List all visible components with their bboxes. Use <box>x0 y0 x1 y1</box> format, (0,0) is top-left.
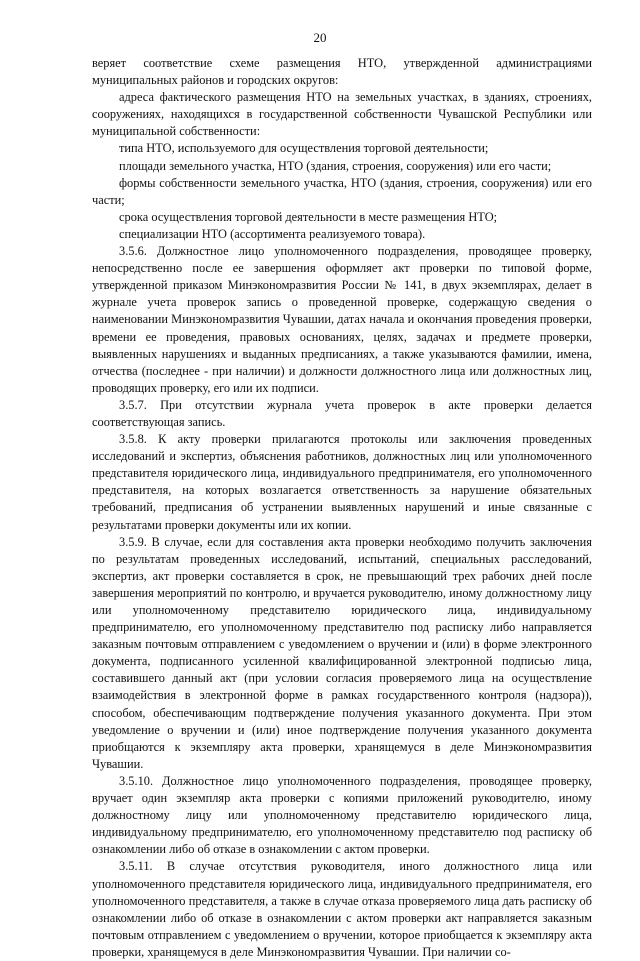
document-body <box>92 55 592 961</box>
paragraph: специализации НТО (ассортимента реализуемого товара). <box>119 226 426 241</box>
paragraph: веряет соответствие схеме размещения НТО, утвержденной администрациями муниципальных районов и городских округов: <box>92 56 592 88</box>
paragraph: 3.5.11. В случае отсутствия руководителя, иного должностного лица или уполномоченного представителя юридического лица, индивидуального предпринимателя, его уполномоченного представителя, а также в случае отказа проверяемого лица дать расписку об ознакомлении либо об отказе в ознакомлении с актом проверки акт направляется заказным почтовым отправлением с уведомлением о вручении, которое приобщается к экземпляру акта проверки, хранящемуся в деле Минэкономразвития Чувашии. При наличии со- <box>92 859 592 959</box>
paragraph: формы собственности земельного участка, НТО (здания, строения, сооружения) или его части; <box>92 175 592 207</box>
paragraph: 3.5.10. Должностное лицо уполномоченного подразделения, проводящее проверку, вручает один экземпляр акта проверки с копиями приложений руководителю, иному должностному лицу или уполномоченному представителю юридического лица, индивидуальному предпринимателю, его уполномоченному представителю под расписку об ознакомлении либо об отказе в ознакомлении с актом проверки. <box>92 773 592 857</box>
paragraph: адреса фактического размещения НТО на земельных участках, в зданиях, строениях, сооружениях, находящихся в государственной собственности Чувашской Республики или муниципальной собственности: <box>92 90 592 139</box>
page-number: 20 <box>313 30 327 45</box>
paragraph: 3.5.8. К акту проверки прилагаются протоколы или заключения проведенных исследований и экспертиз, объяснения работников, должностных лиц или уполномоченного представителя юридического лица, индивидуального предпринимателя, его уполномоченного представителя, на которых возлагается ответственность за нарушение обязательных требований, предписания об устранении выявленных нарушений и иные связанные с результатами проверки документы или их копии. <box>92 432 592 532</box>
paragraph: 3.5.9. В случае, если для составления акта проверки необходимо получить заключения по результатам проведенных исследований, испытаний, специальных расследований, экспертиз, акт проверки составляется в срок, не превышающий трех рабочих дней после завершения мероприятий по контролю, и вручается руководителю, иному должностному лицу или уполномоченному представителю юридического лица, индивидуальному предпринимателю, его уполномоченному представителю под расписку либо направляется заказным почтовым отправлением с уведомлением о вручении и (или) в форме электронного документа, подписанного усиленной квалифицированной электронной подписью лица, составившего данный акт (при условии согласия проверяемого лица на осуществление взаимодействия в электронной форме в рамках государственного контроля (надзора)), способом, обеспечивающим подтверждение получения указанного документа. При этом уведомление о вручении и (или) иное подтверждение получения указанного документа приобщаются к экземпляру акта проверки, хранящемуся в деле Минэкономразвития Чувашии. <box>92 534 592 771</box>
paragraph: срока осуществления торговой деятельности в месте размещения НТО; <box>119 209 498 224</box>
paragraph: 3.5.6. Должностное лицо уполномоченного подразделения, проводящее проверку, непосредственно после ее завершения оформляет акт проверки по типовой форме, утвержденной приказом Минэкономразвития России № 141, в двух экземплярах, делает в журнале учета проверок запись о проведенной проверке, содержащую сведения о наименовании Минэкономразвития Чувашии, датах начала и окончания проведения проверки, времени ее проведения, правовых основаниях, целях, задачах и предмете проверки, выявленных нарушениях и выданных предписаниях, а также указываются фамилии, имена, отчества (последнее - при наличии) и должности должностного лица или должностных лиц, проводящих проверку, его или их подписи. <box>92 244 592 395</box>
paragraph: площади земельного участка, НТО (здания, строения, сооружения) или его части; <box>119 158 552 173</box>
paragraph: типа НТО, используемого для осуществления торговой деятельности; <box>119 141 489 156</box>
paragraph: 3.5.7. При отсутствии журнала учета проверок в акте проверки делается соответствующая запись. <box>92 397 592 429</box>
